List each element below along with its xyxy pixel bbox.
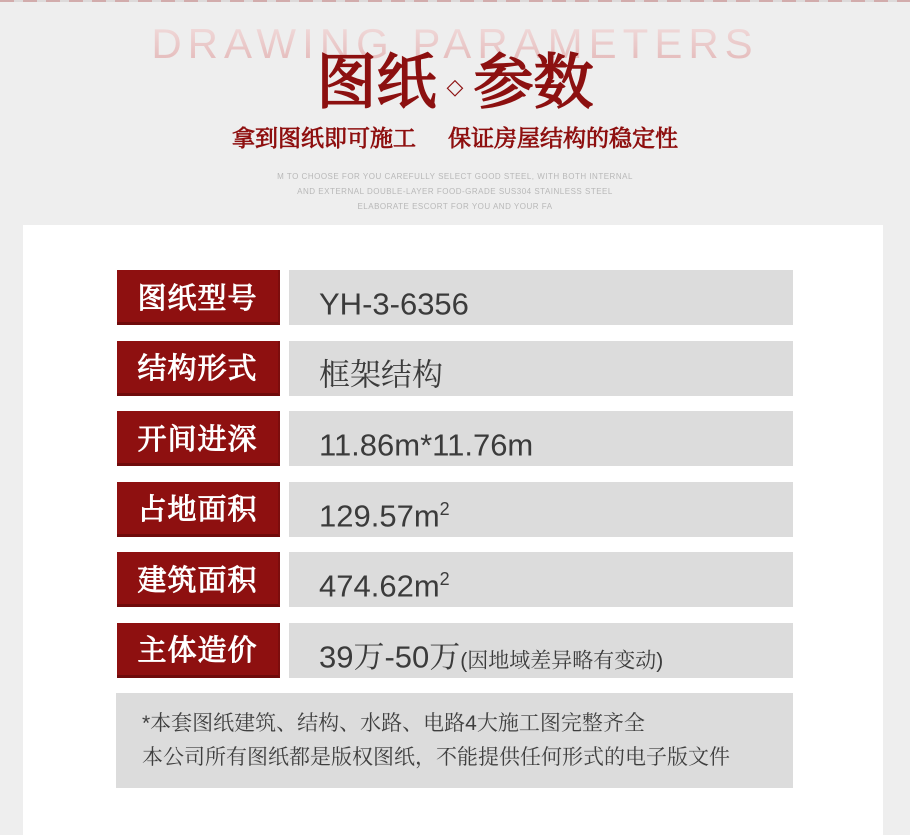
spec-table <box>117 270 793 693</box>
row-value-text: 474.62m <box>319 568 440 604</box>
top-dashed-strip <box>0 0 910 2</box>
row-value-text: 框架结构 <box>319 356 443 392</box>
row-value <box>289 270 793 325</box>
page-subtitle <box>0 124 910 152</box>
fineprint-line: ELABORATE ESCORT FOR YOU AND YOUR FA <box>357 202 553 211</box>
row-value-text: YH-3-6356 <box>319 286 469 322</box>
copyright-note <box>116 693 793 788</box>
row-label: 结构形式 <box>117 341 280 396</box>
row-value-text: 129.57m <box>319 497 440 533</box>
fineprint-line: M TO CHOOSE FOR YOU CAREFULLY SELECT GOOD STEEL, WITH BOTH INTERNAL <box>277 172 633 181</box>
table-row <box>117 341 793 396</box>
row-label: 图纸型号 <box>117 270 280 325</box>
row-value <box>289 341 793 396</box>
table-row <box>117 482 793 537</box>
row-label: 占地面积 <box>117 482 280 537</box>
row-value <box>289 482 793 537</box>
page-title-left: 图纸 <box>316 49 437 116</box>
row-label: 主体造价 <box>117 623 280 678</box>
subtitle-left: 拿到图纸即可施工 <box>232 125 416 151</box>
row-value <box>289 411 793 466</box>
row-value-text: 39万-50万 <box>319 638 461 674</box>
fineprint-line: AND EXTERNAL DOUBLE-LAYER FOOD-GRADE SUS304 STAINLESS STEEL <box>297 187 613 196</box>
row-value <box>289 623 793 678</box>
row-label: 开间进深 <box>117 411 280 466</box>
table-row <box>117 411 793 466</box>
page-title-right: 参数 <box>473 49 594 116</box>
spec-card <box>23 225 883 835</box>
table-row <box>117 270 793 325</box>
watermark-text: DRAWING PARAMETERS <box>0 20 910 68</box>
row-value-superscript: 2 <box>439 569 450 589</box>
page-title <box>0 50 910 116</box>
row-value-text: 11.86m*11.76m <box>319 427 534 463</box>
row-value <box>289 552 793 607</box>
row-label: 建筑面积 <box>117 552 280 607</box>
row-value-note: (因地域差异略有变动) <box>460 648 664 672</box>
subtitle-right: 保证房屋结构的稳定性 <box>448 125 678 151</box>
copyright-note-line: *本套图纸建筑、结构、水路、电路4大施工图完整齐全 <box>142 711 645 735</box>
copyright-note-line: 本公司所有图纸都是版权图纸，不能提供任何形式的电子版文件 <box>142 745 730 769</box>
diamond-icon: ◇ <box>446 74 464 99</box>
row-value-superscript: 2 <box>439 498 450 519</box>
table-row <box>117 623 793 678</box>
fineprint-block <box>0 169 910 214</box>
table-row <box>117 552 793 607</box>
